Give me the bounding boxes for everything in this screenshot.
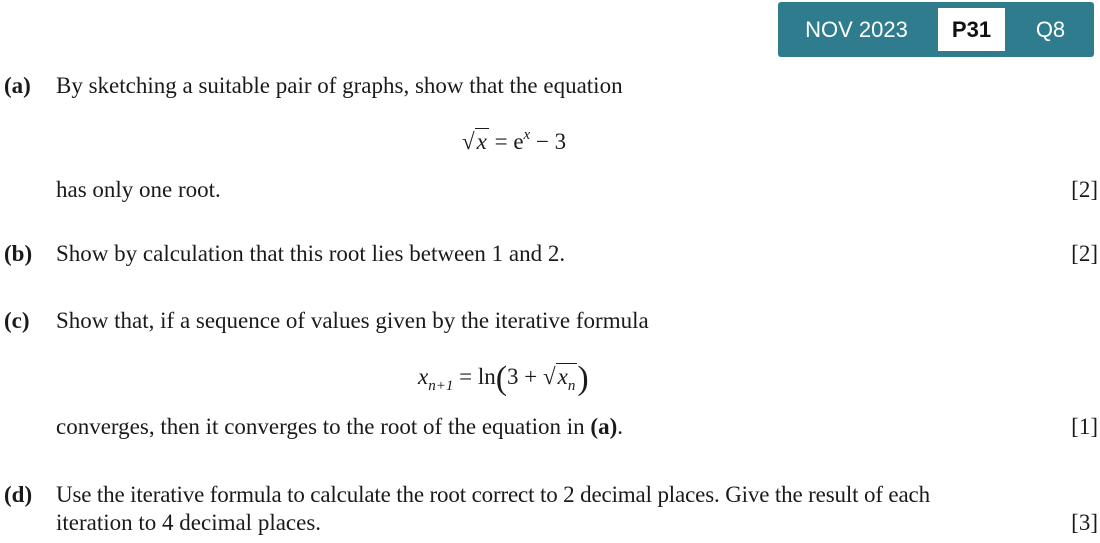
paper-number: P31	[938, 8, 1005, 51]
part-b-text: Show by calculation that this root lies between 1 and 2.	[56, 241, 566, 266]
formula-lhs-subscript: n+1	[428, 378, 454, 394]
part-a-equation: $√x = e^x - 3$	[462, 127, 567, 154]
part-c-text: Show that, if a sequence of values given by the iterative formula	[56, 308, 649, 333]
part-c-continuation-prefix: converges, then it converges to the root of the equation in	[56, 414, 585, 439]
part-b-label: (b)	[4, 241, 33, 266]
part-b-marks: [2]	[1071, 241, 1098, 266]
part-c-continuation-suffix: .	[617, 414, 623, 439]
part-a-text: By sketching a suitable pair of graphs, show that the equation	[56, 73, 623, 98]
part-a-continuation: has only one root.	[56, 177, 221, 202]
part-c-marks: [1]	[1071, 414, 1098, 439]
part-c-continuation	[56, 414, 623, 440]
exam-session: NOV 2023	[805, 17, 908, 42]
sqrt-x: √x	[462, 129, 487, 154]
part-c-label: (c)	[4, 308, 30, 333]
part-d-text-line1: Use the iterative formula to calculate the root correct to 2 decimal places. Give the result of each	[56, 482, 930, 507]
part-a-marks: [2]	[1071, 177, 1098, 202]
question-number: Q8	[1035, 17, 1066, 42]
part-d-text-line2: iteration to 4 decimal places.	[56, 510, 322, 535]
part-d-marks: [3]	[1071, 510, 1098, 535]
part-d-label: (d)	[4, 482, 33, 507]
formula-lhs: x	[418, 364, 429, 389]
part-c-formula: $x_{n+1}$ = $\ln(3 + √x_n)$	[418, 360, 589, 397]
exam-reference-badge	[778, 2, 1094, 57]
part-a-label: (a)	[4, 73, 31, 98]
part-c-continuation-ref: (a)	[590, 414, 618, 439]
